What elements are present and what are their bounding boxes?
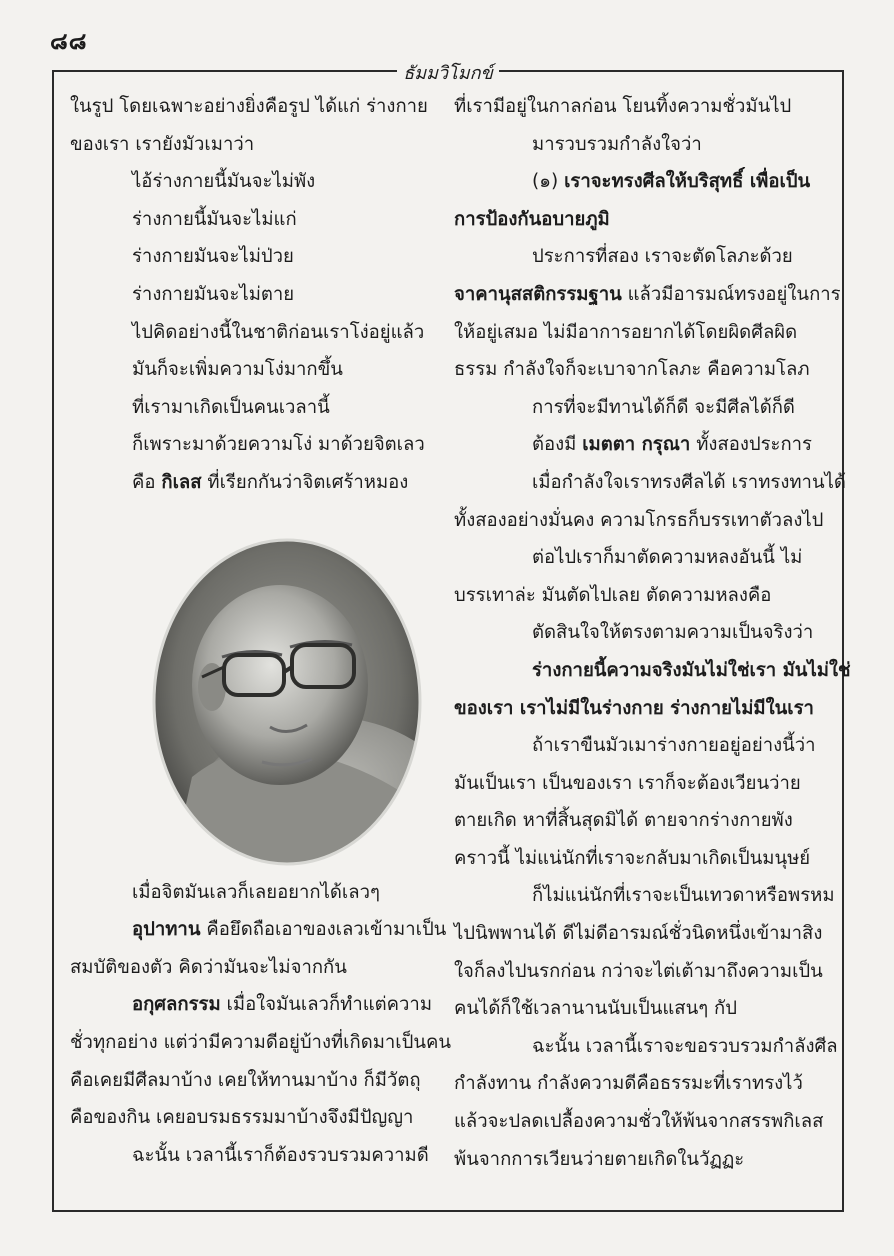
line-text: มันเป็นเรา เป็นของเรา เราก็จะต้องเวียนว่าย: [454, 772, 801, 794]
line-text: มารวบรวมกำลังใจว่า: [532, 133, 702, 155]
line-text: (๑): [532, 171, 565, 193]
line-text: ใจก็ลงไปนรกก่อน กว่าจะไต่เต้ามาถึงความเป็น: [454, 960, 823, 982]
text-line: [70, 238, 426, 276]
text-line: [454, 1103, 826, 1141]
line-text: ธรรม กำลังใจก็จะเบาจากโลภะ คือความโลภ: [454, 359, 810, 381]
text-line: [70, 201, 426, 239]
line-text: ตายเกิด หาที่สิ้นสุดมิได้ ตายจากร่างกายพัง: [454, 810, 793, 832]
line-text: คือยึดถือเอาของเลวเข้ามาเป็น: [200, 919, 447, 941]
line-text: ทั้งสองประการ: [690, 434, 812, 456]
bold-term: อุปาทาน: [132, 919, 201, 941]
line-text: ชั่วทุกอย่าง แต่ว่ามีความดีอยู่บ้างที่เกิดมาเป็นคน: [70, 1031, 452, 1053]
line-text: เมื่อกำลังใจเราทรงศีลได้ เราทรงทานได้: [532, 471, 846, 493]
text-line: [454, 1028, 838, 1066]
line-text: ก็เพราะมาด้วยความโง่ มาด้วยจิตเลว: [132, 434, 425, 456]
bold-term: เมตตา กรุณา: [582, 434, 691, 456]
line-text: ที่เรียกกันว่าจิตเศร้าหมอง: [201, 471, 409, 493]
text-line: [454, 1065, 826, 1103]
text-line: [454, 577, 826, 615]
text-line: [454, 877, 835, 915]
text-line: [70, 389, 426, 427]
bold-term: ร่างกายนี้ความจริงมันไม่ใช่เรา มันไม่ใช่: [532, 659, 851, 681]
text-line: [70, 911, 447, 949]
text-line: [70, 1099, 426, 1137]
line-text: ตัดสินใจให้ตรงตามความเป็นจริงว่า: [532, 622, 814, 644]
text-line: [70, 88, 426, 126]
text-line: [70, 126, 426, 164]
text-line: [70, 314, 426, 352]
line-text: ในรูป โดยเฉพาะอย่างยิ่งคือรูป ได้แก่ ร่างกาย: [70, 96, 428, 117]
line-text: ของเรา เรายังมัวเมาว่า: [70, 133, 255, 155]
text-line: [454, 953, 826, 991]
text-line: [70, 163, 426, 201]
text-line: [454, 727, 826, 765]
text-line: [70, 949, 426, 987]
monk-portrait: [152, 537, 422, 867]
text-line: [454, 88, 826, 126]
line-text: แล้วจะปลดเปลื้องความชั่วให้พ้นจากสรรพกิเลส: [454, 1111, 824, 1133]
line-text: ที่เรามาเกิดเป็นคนเวลานี้: [132, 396, 330, 418]
page-frame: [52, 63, 851, 1212]
line-text: ไปนิพพานได้ ดีไม่ดีอารมณ์ชั่วนิดหนึ่งเข้ามาสิง: [454, 923, 823, 945]
line-text: ทั้งสองอย่างมั่นคง ความโกรธก็บรรเทาตัวลงไป: [454, 509, 824, 531]
line-text: สมบัติของตัว คิดว่ามันจะไม่จากกัน: [70, 956, 347, 978]
line-text: แล้วมีอารมณ์ทรงอยู่ในการ: [621, 283, 841, 305]
text-line: [70, 276, 426, 314]
line-text: ก็ไม่แน่นักที่เราจะเป็นเทวดาหรือพรหม: [532, 885, 835, 907]
text-line: [454, 389, 826, 427]
text-line: [454, 990, 826, 1028]
line-text: ถ้าเราขืนมัวเมาร่างกายอยู่อย่างนี้ว่า: [532, 735, 816, 757]
text-line: [454, 765, 826, 803]
running-title: [54, 58, 842, 87]
bold-term: ของเรา เราไม่มีในร่างกาย ร่างกายไม่มีในเรา: [454, 697, 814, 719]
text-line: [454, 314, 826, 352]
text-line: [70, 464, 426, 502]
line-text: ต้องมี: [532, 434, 583, 456]
line-text: ต่อไปเราก็มาตัดความหลงอันนี้ ไม่: [532, 547, 803, 569]
line-text: ประการที่สอง เราจะตัดโลภะด้วย: [532, 246, 793, 268]
bold-term: อกุศลกรรม: [132, 994, 221, 1016]
bold-term: การป้องกันอบายภูมิ: [454, 208, 610, 230]
text-line: [70, 986, 433, 1024]
line-text: การที่จะมีทานได้ก็ดี จะมีศีลได้ก็ดี: [532, 396, 795, 418]
monk-portrait-image: [152, 537, 422, 867]
page-number: ๘๘: [50, 29, 88, 55]
text-line: [70, 1137, 429, 1175]
text-line: [454, 351, 826, 389]
text-line: [70, 351, 426, 389]
text-line: [454, 163, 826, 201]
text-line: [454, 614, 826, 652]
bold-term: จาคานุสสติกรรมฐาน: [454, 283, 622, 305]
line-text: ร่างกายมันจะไม่ป่วย: [132, 246, 294, 268]
line-text: เมื่อใจมันเลวก็ทำแต่ความ: [220, 994, 433, 1016]
line-text: คือ: [132, 471, 162, 493]
line-text: เมื่อจิตมันเลวก็เลยอยากได้เลวๆ: [132, 881, 380, 903]
text-line: [454, 690, 826, 728]
text-line: [454, 652, 851, 690]
text-line: [454, 464, 846, 502]
text-line: [454, 539, 826, 577]
text-line: [454, 276, 841, 314]
text-line: [70, 1062, 426, 1100]
line-text: มันก็จะเพิ่มความโง่มากขึ้น: [132, 359, 343, 381]
line-text: คนได้ก็ใช้เวลานานนับเป็นแสนๆ กัป: [454, 998, 737, 1020]
text-line: [70, 426, 426, 464]
text-line: [70, 874, 426, 912]
text-line: [454, 915, 826, 953]
bold-term: กิเลส: [161, 471, 202, 493]
line-text: ให้อยู่เสมอ ไม่มีอาการอยากได้โดยผิดศีลผิด: [454, 321, 798, 343]
text-line: [454, 802, 826, 840]
line-text: ที่เรามีอยู่ในกาลก่อน โยนทิ้งความชั่วมันไป: [454, 96, 792, 117]
text-line: [454, 1141, 826, 1179]
line-text: พ้นจากการเวียนว่ายตายเกิดในวัฏฏะ: [454, 1148, 745, 1170]
running-title-text: ธัมมวิโมกข์: [397, 63, 499, 84]
line-text: บรรเทาล่ะ มันตัดไปเลย ตัดความหลงคือ: [454, 584, 772, 606]
line-text: ร่างกายมันจะไม่ตาย: [132, 283, 295, 305]
line-text: คราวนี้ ไม่แน่นักที่เราจะกลับมาเกิดเป็นมนุษย์: [454, 847, 811, 869]
text-line: [70, 1024, 452, 1062]
right-column: [454, 88, 851, 1178]
line-text: ร่างกายนี้มันจะไม่แก่: [132, 208, 297, 230]
line-text: ฉะนั้น เวลานี้เราก็ต้องรวบรวมความดี: [132, 1144, 429, 1166]
text-line: [454, 426, 826, 464]
text-line: [454, 126, 826, 164]
line-text: คือเคยมีศีลมาบ้าง เคยให้ทานมาบ้าง ก็มีวัตถุ: [70, 1069, 421, 1091]
text-line: [454, 502, 826, 540]
text-line: [454, 238, 826, 276]
line-text: คือของกิน เคยอบรมธรรมมาบ้างจึงมีปัญญา: [70, 1107, 414, 1129]
line-text: ไปคิดอย่างนี้ในชาติก่อนเราโง่อยู่แล้ว: [132, 321, 425, 343]
text-line: [454, 840, 826, 878]
text-line: [454, 201, 826, 239]
line-text: กำลังทาน กำลังความดีคือธรรมะที่เราทรงไว้: [454, 1073, 803, 1095]
line-text: ฉะนั้น เวลานี้เราจะขอรวบรวมกำลังศีล: [532, 1035, 838, 1057]
bold-term: เราจะทรงศีลให้บริสุทธิ์ เพื่อเป็น: [564, 171, 811, 193]
line-text: ไอ้ร่างกายนี้มันจะไม่พัง: [132, 171, 316, 193]
